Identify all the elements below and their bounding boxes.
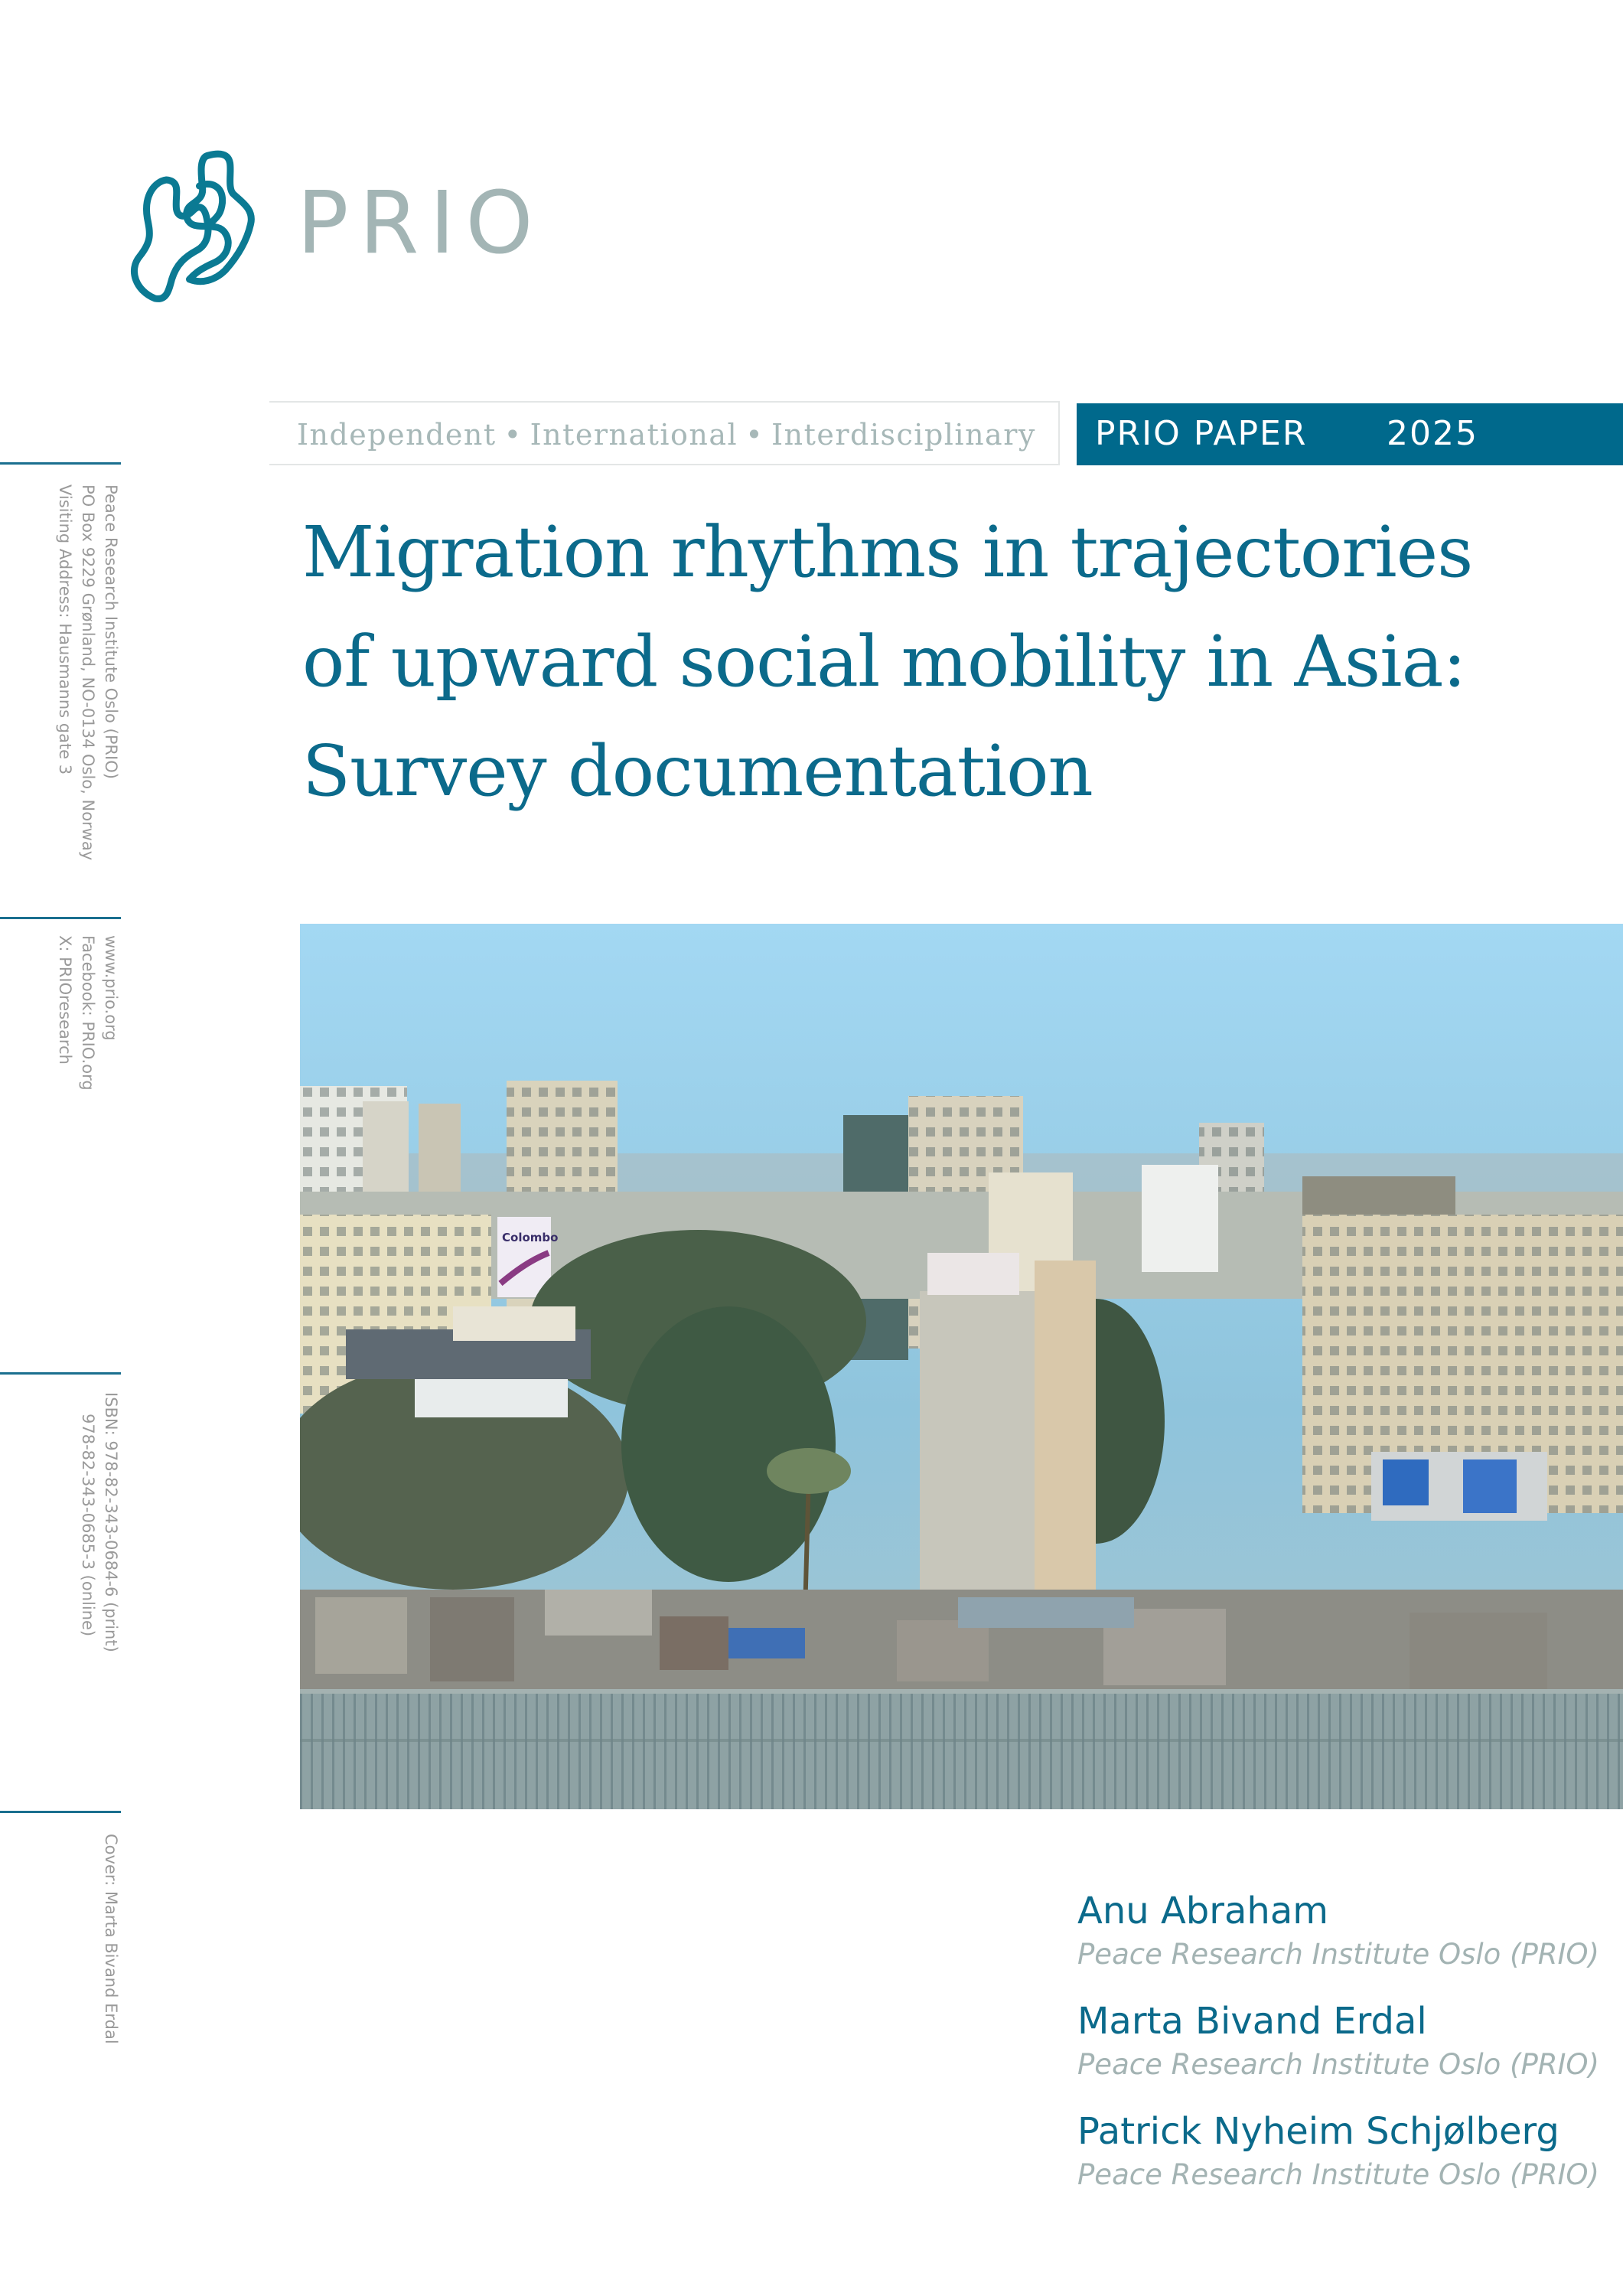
tagline-word: Interdisciplinary xyxy=(771,418,1036,452)
sidebar-cover-credit xyxy=(99,1834,122,2044)
sidebar-address-block xyxy=(54,484,122,860)
author-entry xyxy=(1077,1998,1599,2085)
series-banner xyxy=(1077,403,1623,465)
author-entry xyxy=(1077,1887,1599,1975)
cover-photo xyxy=(300,924,1623,1809)
cover-credit: Cover: Marta Bivand Erdal xyxy=(102,1834,120,2044)
facebook-link[interactable]: Facebook: PRIO.org xyxy=(79,935,97,1091)
author-entry xyxy=(1077,2108,1599,2195)
website-link[interactable]: www.prio.org xyxy=(102,935,120,1041)
title-line: Migration rhythms in trajectories xyxy=(302,511,1473,593)
tagline-separator: • xyxy=(745,418,764,452)
title-line: Survey documentation xyxy=(302,730,1093,812)
sidebar-isbn-block xyxy=(77,1392,122,1652)
tagline xyxy=(297,413,1036,456)
series-year: 2025 xyxy=(1387,414,1478,453)
page-title xyxy=(302,497,1603,826)
prio-figures-logo-icon xyxy=(122,134,279,310)
sidebar-divider xyxy=(0,1811,121,1813)
address-line: Peace Research Institute Oslo (PRIO) xyxy=(102,484,120,779)
isbn-print: ISBN: 978-82-343-0684-6 (print) xyxy=(102,1392,120,1652)
prio-wordmark: PRIO xyxy=(297,174,544,273)
isbn-online: 978-82-343-0685-3 (online) xyxy=(79,1414,97,1637)
author-affiliation: Peace Research Institute Oslo (PRIO) xyxy=(1077,2048,1599,2081)
sidebar-divider xyxy=(0,917,121,919)
author-name: Anu Abraham xyxy=(1077,1890,1328,1932)
x-link[interactable]: X: PRIOresearch xyxy=(56,935,74,1065)
billboard-text: Colombo xyxy=(502,1231,559,1244)
author-name: Patrick Nyheim Schjølberg xyxy=(1077,2110,1559,2153)
tagline-box xyxy=(269,401,1060,465)
author-name: Marta Bivand Erdal xyxy=(1077,2000,1427,2043)
title-line: of upward social mobility in Asia: xyxy=(302,621,1466,703)
cityscape-image xyxy=(300,924,1623,1809)
series-label: PRIO PAPER xyxy=(1095,414,1308,453)
address-line: Visiting Address: Hausmanns gate 3 xyxy=(56,484,74,775)
sidebar-divider xyxy=(0,462,121,465)
sidebar-web-block xyxy=(54,935,122,1091)
sidebar-divider xyxy=(0,1372,121,1375)
address-line: PO Box 9229 Grønland, NO-0134 Oslo, Norway xyxy=(79,484,97,861)
author-affiliation: Peace Research Institute Oslo (PRIO) xyxy=(1077,1938,1599,1971)
tagline-word: International xyxy=(530,418,738,452)
tagline-separator: • xyxy=(504,418,523,452)
author-affiliation: Peace Research Institute Oslo (PRIO) xyxy=(1077,2158,1599,2191)
author-list xyxy=(1077,1887,1599,2218)
tagline-word: Independent xyxy=(297,418,497,452)
